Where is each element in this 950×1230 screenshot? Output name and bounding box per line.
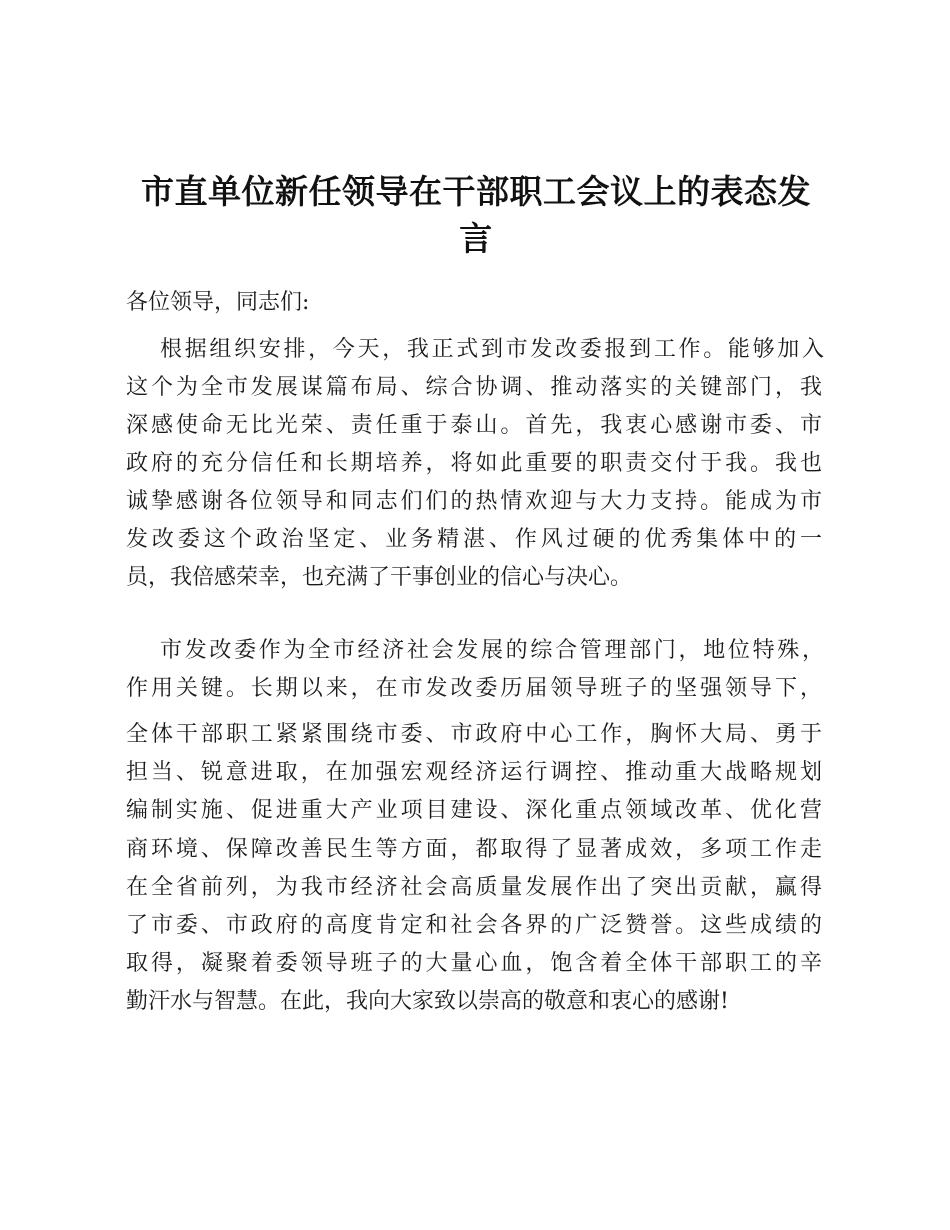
paragraph-2-line-4: 担当、锐意进取，在加强宏观经济运行调控、推动重大战略规划	[126, 760, 822, 785]
paragraph-1-line-6: 发改委这个政治坚定、业务精湛、作风过硬的优秀集体中的一	[126, 527, 822, 552]
paragraph-2-line-10: 勤汗水与智慧。在此，我向大家致以崇高的敬意和衷心的感谢!	[126, 989, 729, 1014]
paragraph-2-line-1: 市发改委作为全市经济社会发展的综合管理部门，地位特殊，	[160, 638, 824, 663]
paragraph-2-line-6: 商环境、保障改善民生等方面，都取得了显著成效，多项工作走	[126, 837, 822, 862]
paragraph-1-line-4: 政府的充分信任和长期培养，将如此重要的职责交付于我。我也	[126, 451, 822, 476]
paragraph-1-line-1: 根据组织安排，今天，我正式到市发改委报到工作。能够加入	[160, 337, 824, 362]
paragraph-2-line-5: 编制实施、促进重大产业项目建设、深化重点领域改革、优化营	[126, 798, 822, 823]
paragraph-2-line-3: 全体干部职工紧紧围绕市委、市政府中心工作，胸怀大局、勇于	[126, 722, 822, 747]
paragraph-1-line-7: 员，我倍感荣幸，也充满了干事创业的信心与决心。	[126, 565, 633, 590]
paragraph-2-line-8: 了市委、市政府的高度肯定和社会各界的广泛赞誉。这些成绩的	[126, 913, 822, 938]
paragraph-2-line-9: 取得，凝聚着委领导班子的大量心血，饱含着全体干部职工的辛	[126, 951, 822, 976]
paragraph-2-line-7: 在全省前列，为我市经济社会高质量发展作出了突出贡献，赢得	[126, 875, 822, 900]
paragraph-1-line-3: 深感使命无比光荣、责任重于泰山。首先，我衷心感谢市委、市	[126, 413, 822, 438]
paragraph-1-line-2: 这个为全市发展谋篇布局、综合协调、推动落实的关键部门，我	[126, 375, 822, 400]
salutation: 各位领导，同志们:	[126, 290, 310, 315]
paragraph-1-line-5: 诚挚感谢各位领导和同志们们的热情欢迎与大力支持。能成为市	[126, 489, 822, 514]
document-title: 市直单位新任领导在干部职工会议上的表态发言	[141, 172, 811, 258]
paragraph-2-line-2: 作用关键。长期以来，在市发改委历届领导班子的坚强领导下，	[126, 676, 822, 701]
